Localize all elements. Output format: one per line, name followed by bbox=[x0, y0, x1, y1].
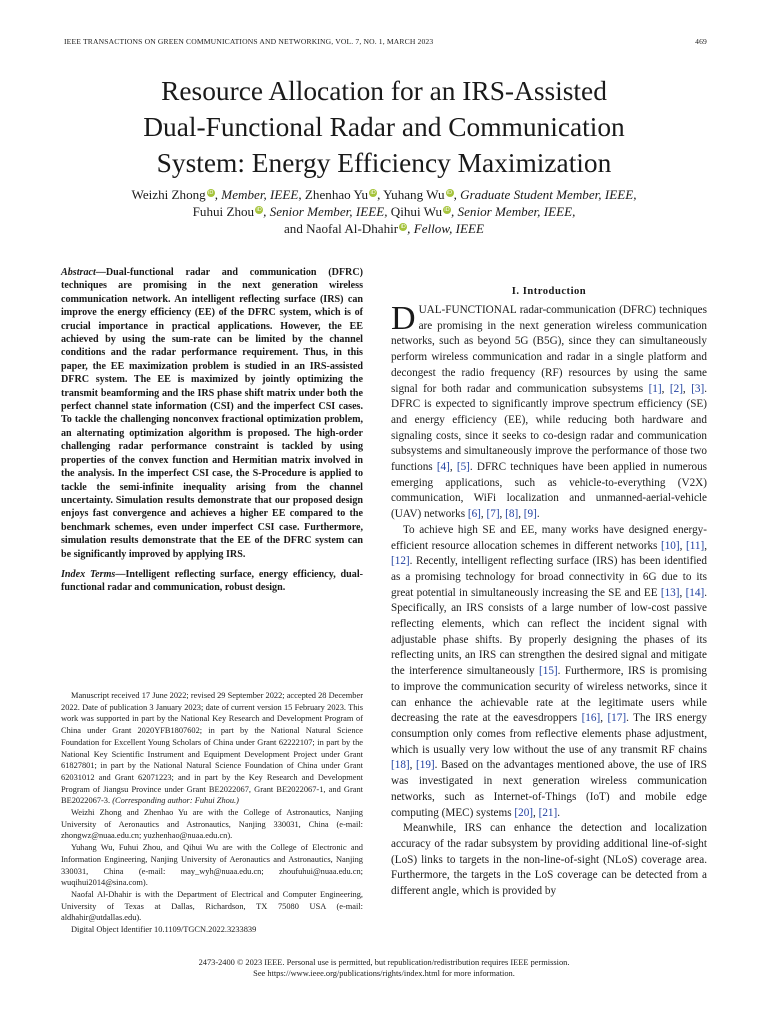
author-line: Weizhi Zhong iD, Member, IEEE, Zhenhao Yu iD, Yuhang Wu iD, Graduate Student Member, IEEE, bbox=[131, 187, 637, 202]
citation-link[interactable]: [9] bbox=[523, 508, 537, 521]
citation-link[interactable]: [8] bbox=[505, 508, 519, 521]
author-line bbox=[40, 203, 728, 220]
paper-title bbox=[40, 73, 728, 181]
author-name: Yuhang Wu bbox=[383, 187, 445, 202]
author-list bbox=[40, 186, 728, 237]
orcid-icon[interactable]: iD bbox=[444, 207, 450, 213]
right-column bbox=[391, 285, 707, 900]
manuscript-footnote bbox=[61, 690, 363, 936]
orcid-icon[interactable]: iD bbox=[370, 190, 376, 196]
citation-link[interactable]: [15] bbox=[539, 665, 558, 678]
journal-name: IEEE TRANSACTIONS ON GREEN COMMUNICATIONS AND NETWORKING, VOL. 7, NO. 1, MARCH 2023 bbox=[64, 37, 434, 46]
running-header bbox=[64, 37, 707, 46]
copyright-line: See https://www.ieee.org/publications/rights/index.html for more information. bbox=[253, 969, 515, 978]
orcid-icon[interactable]: iD bbox=[208, 190, 214, 196]
section-heading-introduction: I. Introduction bbox=[511, 286, 587, 297]
citation-link[interactable]: [17] bbox=[607, 712, 627, 725]
abstract-label: Abstract bbox=[61, 267, 96, 278]
citation-link[interactable]: [1] bbox=[648, 382, 662, 395]
orcid-icon[interactable]: iD bbox=[400, 224, 406, 230]
author-name: Fuhui Zhou bbox=[192, 204, 255, 219]
footnote-funding: Manuscript received 17 June 2022; revised 29 September 2022; accepted 28 December 2022. Date of publication 3 January 2023; date of current version 15 February 2023. This work was supported in part by the National Key Research and Development Program of China under Grant 2020YFB1807602; in part by the National Natural Science Foundation for Excellent Young Scholars of China under Grant 62222107; in part by the National Key Scientific Instrument and Equipment Development Project under Grant 61827801; in part by the National Natural Science Foundation of China under Grant 62031012 and Grant 62071223; and in part by the Key Research and Development Program of Jiangsu Province under Grant BE2022067, Grant BE2022067-1, and Grant BE2022067-3. (Corresponding author: Fuhui Zhou.) bbox=[61, 691, 363, 806]
author-membership: , Senior Member, IEEE, bbox=[451, 204, 576, 219]
author-membership: , Member, IEEE, bbox=[214, 187, 305, 202]
citation-link[interactable]: [18] bbox=[391, 759, 410, 772]
citation-link[interactable]: [19] bbox=[416, 759, 435, 772]
drop-cap: D bbox=[391, 300, 416, 337]
citation-link[interactable]: [6] bbox=[467, 508, 481, 521]
intro-paragraph: To achieve high SE and EE, many works have designed energy-efficient resource allocation schemes in different networks [10], [11], [12]. Recently, intelligent reflecting surface (IRS) has been identified as a promising technology for broad connectivity in 6G due to its great potential in simultaneously increasing the SE and EE [13], [14]. Specifically, an IRS consists of a large number of low-cost passive reflecting elements, which can reflect the incident signal with adjustable phase shifts. By properly designing the phases of its reflecting units, an IRS can strengthen the desired signal and mitigate the interference simultaneously [15]. Furthermore, IRS is promising to improve the communication security of wireless networks, since it can enhance the achievable rate at the legitimate users while decreasing the rate at the eavesdroppers [16], [17]. The IRS energy consumption only comes from reflective elements phase adjustment, which is usually very low without the use of any transmit RF chains [18], [19]. Based on the advantages mentioned above, the use of IRS was investigated in next generation wireless communication networks, such as Internet-of-Things (IoT) and mobile edge computing (MEC) systems [20], [21]. bbox=[391, 523, 708, 819]
page-number: 469 bbox=[695, 37, 707, 46]
orcid-icon[interactable]: iD bbox=[446, 190, 453, 196]
left-column bbox=[61, 266, 363, 595]
footnote-affiliation: Naofal Al-Dhahir is with the Department of Electrical and Computer Engineering, University of Texas at Dallas, Richardson, TX 75080 USA (e-mail: aldhahir@utdallas.edu). bbox=[61, 889, 363, 923]
citation-link[interactable]: [10] bbox=[660, 539, 680, 552]
copyright-line: 2473-2400 © 2023 IEEE. Personal use is permitted, but republication/redistribution requires IEEE permission. bbox=[198, 958, 570, 967]
footnote-affiliation: Yuhang Wu, Fuhui Zhou, and Qihui Wu are with the College of Electronic and Information Engineering, Nanjing University of Aeronautics and Astronautics, Nanjing 330031, China (e-mail: may_wyh@nuaa.edu.cn; zhoufuhui@nuaa.edu.cn; wuqihui2014@sina.com). bbox=[61, 843, 363, 888]
author-name: Zhenhao Yu bbox=[304, 187, 369, 202]
intro-paragraph: Meanwhile, IRS can enhance the detection and localization accuracy of the radar subsystem by providing additional line-of-sight (LoS) links to targets in the non-line-of-sight (NLoS) coverage area. Furthermore, the targets in the LoS coverage can be detected from a different angle, which is provided by bbox=[391, 822, 707, 898]
author-name: Weizhi Zhong bbox=[131, 187, 206, 202]
copyright-notice bbox=[60, 957, 708, 979]
title-line: Dual-Functional Radar and Communication bbox=[143, 112, 625, 142]
corresponding-author: (Corresponding author: Fuhui Zhou.) bbox=[112, 796, 239, 806]
citation-link[interactable]: [5] bbox=[456, 461, 470, 474]
citation-link[interactable]: [3] bbox=[691, 382, 705, 395]
citation-link[interactable]: [16] bbox=[581, 712, 601, 725]
title-line: Resource Allocation for an IRS-Assisted bbox=[161, 76, 607, 106]
citation-link[interactable]: [4] bbox=[436, 461, 450, 474]
author-membership: , Senior Member, IEEE, bbox=[263, 204, 391, 219]
author-name: Naofal Al-Dhahir bbox=[306, 221, 399, 236]
abstract-text: —Dual-functional radar and communication (DFRC) techniques are promising in the next generation wireless communication network. An intelligent reflecting surface (IRS) can improve the energy efficiency (EE) of the DFRC system, which is of crucial importance in practical applications. However, the EE achieved by using the sum-rate can be limited by the channel conditions and the radar performance requirement. Thus, in this paper, the EE maximization problem is studied in an IRS-assisted DFRC system. The EE is maximized by jointly optimizing the transmit beamforming and the IRS phase shift matrix under both the perfect channel state information (CSI) and the imperfect CSI cases. To tackle the challenging nonconvex fractional optimization problem, an alternating optimization algorithm is proposed. The high-order challenging radar performance constraint is tackled by using properties of the convex function and Hermitian matrix involved in the analysis. In the imperfect CSI case, the S-Procedure is applied to tackle the semi-infinite inequality arising from the channel uncertainty. Simulation results demonstrate that our proposed design enjoys fast convergence and achieves a higher EE compared to the benchmark schemes, even under imperfect CSI case. Furthermore, simulation results demonstrate that the EE of the DFRC system can be significantly improved by applying IRS. bbox=[61, 267, 363, 560]
author-name: Qihui Wu bbox=[390, 204, 442, 219]
author-membership: , Graduate Student Member, IEEE, bbox=[453, 187, 637, 202]
index-terms bbox=[61, 568, 363, 595]
author-line: and Naofal Al-Dhahir iD, Fellow, IEEE bbox=[283, 221, 485, 236]
citation-link[interactable]: [14] bbox=[685, 586, 705, 599]
citation-link[interactable]: [13] bbox=[660, 586, 680, 599]
citation-link[interactable]: [2] bbox=[669, 382, 683, 395]
index-terms-label: Index Terms bbox=[61, 568, 116, 580]
citation-link[interactable]: [20] bbox=[514, 806, 534, 819]
orcid-icon[interactable]: iD bbox=[256, 207, 262, 213]
intro-paragraph: DUAL-FUNCTIONAL radar-communication (DFRC) techniques are promising in the next generation wireless communication networks, such as beyond 5G (B5G), since they can simultaneously perform wireless communication and radar in a single platform and decongest the radio frequency (RF) resources by using the same signal for both radar and communication subsystems [1], [2], [3]. DFRC is expected to significantly improve spectrum efficiency (SE) and energy efficiency (EE), while reducing both hardware and signaling costs, since it seeks to co-design radar and communication subsystems and simultaneously improve the performance of those two functions [4], [5]. DFRC techniques have been applied in numerous emerging applications, such as vehicle-to-everything (V2X) communication, WiFi localization and unmanned-aerial-vehicle (UAV) networks [6], [7], [8], [9]. bbox=[391, 300, 708, 521]
abstract bbox=[61, 266, 363, 561]
author-membership: , Fellow, IEEE bbox=[407, 221, 485, 236]
footnote-affiliation: Weizhi Zhong and Zhenhao Yu are with the College of Astronautics, Nanjing University of Aeronautics and Astronautics, Nanjing 330031, China (e-mail: zhongwz@nuaa.edu.cn; yuzhenhao@nuaa.edu.cn). bbox=[61, 808, 363, 841]
citation-link[interactable]: [7] bbox=[486, 508, 500, 521]
doi: Digital Object Identifier 10.1109/TGCN.2022.3233839 bbox=[71, 925, 257, 935]
citation-link[interactable]: [21] bbox=[538, 806, 558, 819]
citation-link[interactable]: [12] bbox=[391, 555, 410, 568]
citation-link[interactable]: [11] bbox=[685, 539, 705, 552]
index-terms-text: —Intelligent reflecting surface, energy efficiency, dual-functional radar and communication, robust design. bbox=[61, 568, 363, 594]
title-line: System: Energy Efficiency Maximization bbox=[156, 148, 612, 178]
